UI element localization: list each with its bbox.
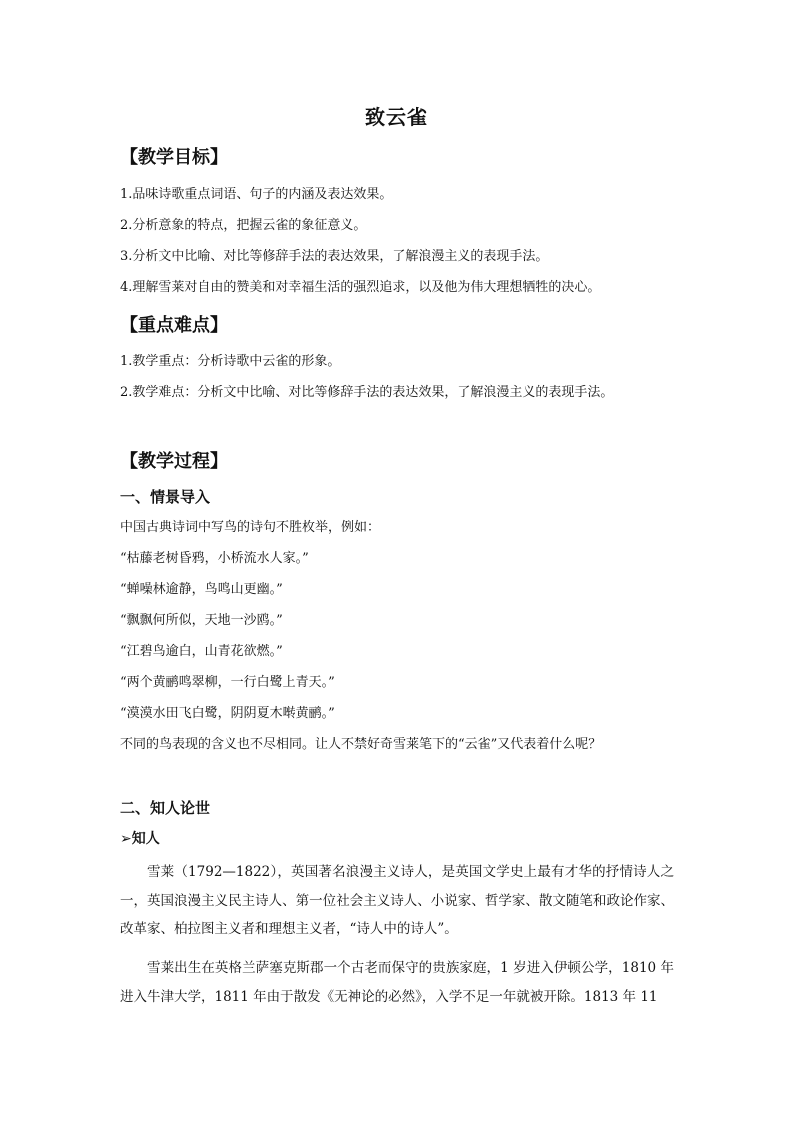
subheading-know-person: ➢知人 — [120, 831, 160, 847]
poem-quote: “两个黄鹂鸣翠柳，一行白鹭上青天。” — [120, 675, 335, 690]
key-points-heading: 【重点难点】 — [120, 315, 228, 336]
process-heading: 【教学过程】 — [120, 451, 228, 472]
objective-item: 3.分析文中比喻、对比等修辞手法的表达效果，了解浪漫主义的表现手法。 — [120, 249, 549, 264]
objective-item: 1.品味诗歌重点词语、句子的内涵及表达效果。 — [120, 187, 393, 202]
poem-quote: “蝉噪林逾静，鸟鸣山更幽。” — [120, 582, 283, 597]
key-point-item: 2.教学难点：分析文中比喻、对比等修辞手法的表达效果，了解浪漫主义的表现手法。 — [120, 385, 614, 400]
intro-closing-text: 不同的鸟表现的含义也不尽相同。让人不禁好奇雪莱笔下的“云雀”又代表着什么呢？ — [120, 737, 602, 752]
objectives-heading: 【教学目标】 — [120, 147, 228, 168]
body-paragraph: 雪莱出生在英格兰萨塞克斯郡一个古老而保守的贵族家庭，1 岁进入伊顿公学，1810 年进入牛津大学，1811 年由于散发《无神论的必然》，入学不足一年就被开除。1813 年 11 — [120, 960, 674, 1005]
document-title: 致云雀 — [365, 105, 428, 129]
section-heading-background: 二、知人论世 — [120, 799, 211, 817]
body-paragraph: 雪莱（1792—1822），英国著名浪漫主义诗人，是英国文学史上最有才华的抒情诗人之一，英国浪漫主义民主诗人、第一位社会主义诗人、小说家、哲学家、散文随笔和政论作家、改革家、柏拉图主义者和理想主义者，“诗人中的诗人”。 — [120, 864, 674, 937]
section-heading-intro: 一、情景导入 — [120, 488, 211, 506]
poem-quote: “漠漠水田飞白鹭，阴阴夏木啭黄鹂。” — [120, 706, 335, 721]
poem-quote: “江碧鸟逾白，山青花欲燃。” — [120, 644, 283, 659]
poem-quote: “枯藤老树昏鸦，小桥流水人家。” — [120, 551, 309, 566]
objective-item: 2.分析意象的特点，把握云雀的象征意义。 — [120, 218, 367, 233]
key-point-item: 1.教学重点：分析诗歌中云雀的形象。 — [120, 354, 341, 369]
poem-quote: “飘飘何所似，天地一沙鸥。” — [120, 613, 283, 628]
intro-text: 中国古典诗词中写鸟的诗句不胜枚举，例如： — [120, 520, 381, 535]
objective-item: 4.理解雪莱对自由的赞美和对幸福生活的强烈追求，以及他为伟大理想牺牲的决心。 — [120, 280, 601, 295]
